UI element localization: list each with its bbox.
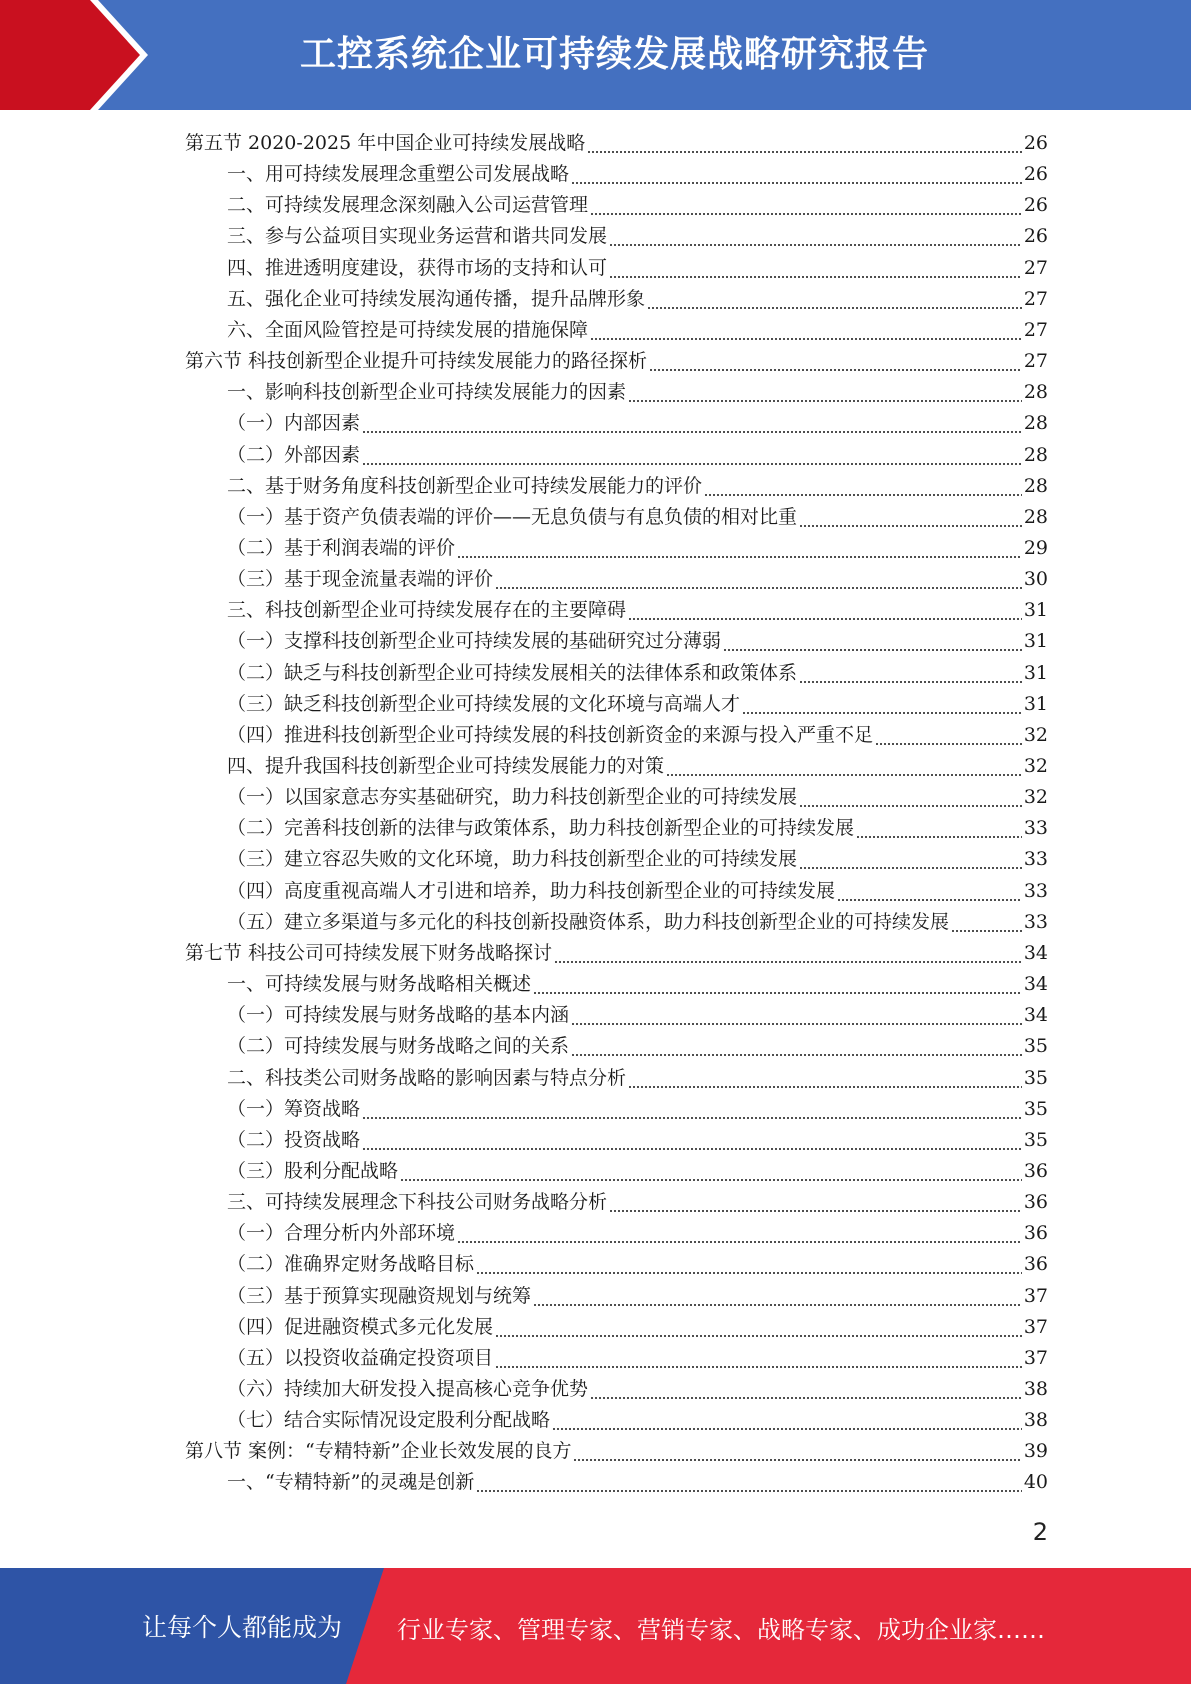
toc-dot-leader [362, 1125, 1022, 1156]
toc-section-entry[interactable] [185, 1436, 1048, 1467]
toc-entry-title: （一）筹资战略 [227, 1097, 361, 1120]
toc-page-number: 38 [1023, 1378, 1048, 1400]
toc-entry[interactable] [227, 1281, 1048, 1312]
toc-page-number: 31 [1023, 692, 1048, 715]
toc-entry-title: （一）合理分析内外部环境 [227, 1222, 456, 1245]
toc-entry[interactable] [227, 1094, 1048, 1125]
toc-page-number: 33 [1023, 910, 1048, 933]
toc-entry-title: （二）可持续发展与财务战略之间的关系 [227, 1035, 570, 1058]
toc-dot-leader [587, 128, 1022, 159]
toc-dot-leader [647, 284, 1022, 315]
toc-entry-title: 第五节 2020-2025 年中国企业可持续发展战略 [185, 132, 586, 154]
toc-entry-title: 第六节 科技创新型企业提升可持续发展能力的路径探析 [185, 350, 648, 373]
toc-entry-title: （六）持续加大研发投入提高核心竞争优势 [227, 1378, 589, 1400]
toc-dot-leader [799, 502, 1022, 533]
toc-entry[interactable] [227, 595, 1048, 626]
toc-entry-title: 一、用可持续发展理念重塑公司发展战略 [227, 163, 570, 186]
toc-dot-leader [495, 1343, 1022, 1374]
toc-entry[interactable] [227, 284, 1048, 315]
toc-dot-leader [628, 595, 1022, 626]
toc-page-number: 37 [1023, 1346, 1048, 1369]
toc-section-entry[interactable] [185, 128, 1048, 159]
toc-dot-leader [400, 1156, 1022, 1187]
toc-entry[interactable] [227, 1405, 1048, 1436]
toc-page-number: 37 [1023, 1284, 1048, 1307]
toc-page-number: 36 [1023, 1253, 1048, 1276]
toc-entry-title: 三、参与公益项目实现业务运营和谐共同发展 [227, 225, 608, 248]
toc-section-entry[interactable] [185, 938, 1048, 969]
toc-page-number: 33 [1023, 848, 1048, 871]
toc-entry-title: （一）可持续发展与财务战略的基本内涵 [227, 1004, 570, 1027]
toc-page-number: 32 [1023, 755, 1048, 777]
toc-entry-title: 三、可持续发展理念下科技公司财务战略分析 [227, 1191, 608, 1214]
toc-entry-title: 一、影响科技创新型企业可持续发展能力的因素 [227, 381, 627, 404]
report-title: 工控系统企业可持续发展战略研究报告 [300, 34, 930, 75]
toc-entry-title: （五）建立多渠道与多元化的科技创新投融资体系，助力科技创新型企业的可持续发展 [227, 910, 950, 933]
toc-entry[interactable] [227, 969, 1048, 1000]
toc-page-number: 27 [1023, 287, 1048, 310]
toc-page-number: 28 [1023, 412, 1048, 435]
toc-entry-title: 四、提升我国科技创新型企业可持续发展能力的对策 [227, 755, 665, 777]
toc-entry[interactable] [227, 1374, 1048, 1405]
toc-dot-leader [571, 1031, 1022, 1062]
toc-page-number: 32 [1023, 786, 1048, 809]
toc-page-number: 31 [1023, 630, 1048, 653]
toc-entry-title: 二、科技类公司财务战略的影响因素与特点分析 [227, 1066, 627, 1089]
toc-dot-leader [457, 533, 1022, 564]
toc-entry-title: 一、“专精特新”的灵魂是创新 [227, 1471, 475, 1494]
toc-dot-leader [609, 221, 1022, 252]
toc-dot-leader [533, 1281, 1022, 1312]
toc-entry[interactable] [227, 751, 1048, 782]
toc-entry-title: （五）以投资收益确定投资项目 [227, 1346, 494, 1369]
toc-page-number: 35 [1023, 1066, 1048, 1089]
toc-entry-title: 第七节 科技公司可持续发展下财务战略探讨 [185, 941, 553, 964]
toc-dot-leader [628, 377, 1022, 408]
toc-page-number: 26 [1023, 225, 1048, 248]
toc-entry[interactable] [227, 1249, 1048, 1280]
toc-dot-leader [362, 440, 1022, 471]
toc-dot-leader [554, 938, 1022, 969]
toc-entry[interactable] [227, 533, 1048, 564]
toc-entry-title: 六、全面风险管控是可持续发展的措施保障 [227, 318, 589, 341]
toc-page-number: 27 [1023, 318, 1048, 341]
toc-entry[interactable] [227, 1031, 1048, 1062]
toc-dot-leader [666, 751, 1022, 782]
toc-dot-leader [875, 720, 1022, 751]
toc-page-number: 30 [1023, 568, 1048, 591]
page-number: 2 [1032, 1518, 1048, 1546]
toc-page-number: 35 [1023, 1035, 1048, 1058]
toc-entry-title: （三）基于现金流量表端的评价 [227, 568, 494, 591]
toc-page-number: 33 [1023, 879, 1048, 902]
toc-entry[interactable] [227, 1218, 1048, 1249]
toc-entry-title: （四）促进融资模式多元化发展 [227, 1315, 494, 1338]
toc-page-number: 39 [1023, 1440, 1048, 1463]
toc-dot-leader [552, 1405, 1022, 1436]
toc-entry-title: （三）缺乏科技创新型企业可持续发展的文化环境与高端人才 [227, 692, 741, 715]
toc-page-number: 34 [1023, 973, 1048, 996]
toc-entry[interactable] [227, 440, 1048, 471]
page-header [0, 0, 1191, 110]
toc-page-number: 34 [1023, 941, 1048, 964]
toc-page-number: 29 [1023, 536, 1048, 559]
toc-page-number: 36 [1023, 1222, 1048, 1245]
toc-dot-leader [573, 1436, 1021, 1467]
toc-page-number: 35 [1023, 1097, 1048, 1120]
toc-entry[interactable] [227, 907, 1048, 938]
toc-dot-leader [476, 1467, 1021, 1498]
toc-entry[interactable] [227, 1312, 1048, 1343]
toc-dot-leader [704, 471, 1022, 502]
toc-page-number: 36 [1023, 1159, 1048, 1182]
toc-dot-leader [742, 689, 1022, 720]
toc-entry[interactable] [227, 1063, 1048, 1094]
toc-entry-title: 二、基于财务角度科技创新型企业可持续发展能力的评价 [227, 474, 703, 497]
toc-dot-leader [799, 782, 1022, 813]
toc-entry[interactable] [227, 658, 1048, 689]
toc-dot-leader [649, 346, 1022, 377]
toc-dot-leader [571, 1000, 1022, 1031]
toc-entry[interactable] [227, 813, 1048, 844]
footer-slogan-right: 行业专家、管理专家、营销专家、战略专家、成功企业家…… [397, 1616, 1045, 1644]
toc-entry-title: （三）股利分配战略 [227, 1159, 399, 1182]
toc-entry-title: 二、可持续发展理念深刻融入公司运营管理 [227, 194, 589, 217]
toc-entry[interactable] [227, 689, 1048, 720]
toc-entry[interactable] [227, 253, 1048, 284]
toc-dot-leader [837, 876, 1022, 907]
toc-dot-leader [799, 844, 1022, 875]
toc-dot-leader [362, 1094, 1022, 1125]
toc-dot-leader [457, 1218, 1022, 1249]
toc-entry[interactable] [227, 720, 1048, 751]
toc-page-number: 38 [1023, 1409, 1048, 1432]
toc-dot-leader [590, 190, 1022, 221]
toc-page-number: 34 [1023, 1004, 1048, 1027]
toc-section-entry[interactable] [185, 346, 1048, 377]
toc-entry[interactable] [227, 471, 1048, 502]
toc-entry[interactable] [227, 1467, 1048, 1498]
toc-page-number: 31 [1023, 599, 1048, 622]
toc-entry-title: （二）缺乏与科技创新型企业可持续发展相关的法律体系和政策体系 [227, 661, 798, 684]
toc-dot-leader [495, 564, 1022, 595]
toc-entry-title: （二）准确界定财务战略目标 [227, 1253, 475, 1276]
toc-entry[interactable] [227, 626, 1048, 657]
toc-entry-title: （三）基于预算实现融资规划与统筹 [227, 1284, 532, 1307]
toc-page-number: 28 [1023, 381, 1048, 404]
toc-entry[interactable] [227, 1125, 1048, 1156]
toc-entry[interactable] [227, 876, 1048, 907]
toc-entry-title: （四）高度重视高端人才引进和培养，助力科技创新型企业的可持续发展 [227, 879, 836, 902]
toc-page-number: 32 [1023, 723, 1048, 746]
toc-dot-leader [609, 253, 1022, 284]
toc-page-number: 28 [1023, 443, 1048, 466]
toc-page-number: 27 [1023, 350, 1048, 373]
toc-entry[interactable] [227, 190, 1048, 221]
toc-dot-leader [856, 813, 1022, 844]
toc-entry[interactable] [227, 782, 1048, 813]
footer-slogan-left: 让每个人都能成为 [142, 1613, 343, 1642]
toc-dot-leader [533, 969, 1022, 1000]
toc-page-number: 36 [1023, 1191, 1048, 1214]
toc-entry[interactable] [227, 1343, 1048, 1374]
toc-dot-leader [951, 907, 1022, 938]
toc-entry-title: （二）外部因素 [227, 443, 361, 466]
toc-entry-title: （一）基于资产负债表端的评价——无息负债与有息负债的相对比重 [227, 505, 798, 528]
toc-page-number: 26 [1023, 194, 1048, 217]
toc-entry-title: （七）结合实际情况设定股利分配战略 [227, 1409, 551, 1432]
toc-dot-leader [495, 1312, 1022, 1343]
toc-page-number: 31 [1023, 661, 1048, 684]
toc-entry-title: （二）基于利润表端的评价 [227, 536, 456, 559]
toc-page-number: 33 [1023, 817, 1048, 840]
toc-entry-title: 五、强化企业可持续发展沟通传播，提升品牌形象 [227, 287, 646, 310]
toc-page-number: 26 [1023, 132, 1048, 154]
toc-entry[interactable] [227, 1156, 1048, 1187]
toc-page-number: 28 [1023, 474, 1048, 497]
toc-entry-title: （一）以国家意志夯实基础研究，助力科技创新型企业的可持续发展 [227, 786, 798, 809]
toc-entry-title: 四、推进透明度建设，获得市场的支持和认可 [227, 256, 608, 279]
toc-page-number: 26 [1023, 163, 1048, 186]
toc-dot-leader [571, 159, 1022, 190]
toc-entry-title: 第八节 案例：“专精特新”企业长效发展的良方 [185, 1440, 572, 1463]
toc-entry-title: 一、可持续发展与财务战略相关概述 [227, 973, 532, 996]
toc-dot-leader [590, 315, 1022, 346]
toc-entry[interactable] [227, 408, 1048, 439]
toc-dot-leader [362, 408, 1022, 439]
toc-dot-leader [609, 1187, 1022, 1218]
page-footer [0, 1568, 1191, 1684]
toc-entry-title: （二）投资战略 [227, 1128, 361, 1151]
toc-entry[interactable] [227, 502, 1048, 533]
toc-entry[interactable] [227, 1000, 1048, 1031]
toc-entry[interactable] [227, 315, 1048, 346]
toc-entry[interactable] [227, 377, 1048, 408]
toc-dot-leader [628, 1063, 1022, 1094]
toc-page-number: 40 [1023, 1471, 1048, 1494]
toc-dot-leader [476, 1249, 1022, 1280]
toc-entry[interactable] [227, 564, 1048, 595]
toc-entry-title: （一）支撑科技创新型企业可持续发展的基础研究过分薄弱 [227, 630, 722, 653]
toc-dot-leader [590, 1374, 1022, 1405]
toc-entry[interactable] [227, 1187, 1048, 1218]
toc-entry[interactable] [227, 844, 1048, 875]
toc-page-number: 37 [1023, 1315, 1048, 1338]
toc-dot-leader [723, 626, 1022, 657]
toc-dot-leader [799, 658, 1022, 689]
toc-entry-title: （三）建立容忍失败的文化环境，助力科技创新型企业的可持续发展 [227, 848, 798, 871]
toc-entry-title: （一）内部因素 [227, 412, 361, 435]
toc-page-number: 35 [1023, 1128, 1048, 1151]
toc-entry-title: （二）完善科技创新的法律与政策体系，助力科技创新型企业的可持续发展 [227, 817, 855, 840]
toc-entry-title: 三、科技创新型企业可持续发展存在的主要障碍 [227, 599, 627, 622]
toc-entry[interactable] [227, 221, 1048, 252]
toc-page-number: 28 [1023, 505, 1048, 528]
toc-entry[interactable] [227, 159, 1048, 190]
toc-page-number: 27 [1023, 256, 1048, 279]
toc-entry-title: （四）推进科技创新型企业可持续发展的科技创新资金的来源与投入严重不足 [227, 723, 874, 746]
